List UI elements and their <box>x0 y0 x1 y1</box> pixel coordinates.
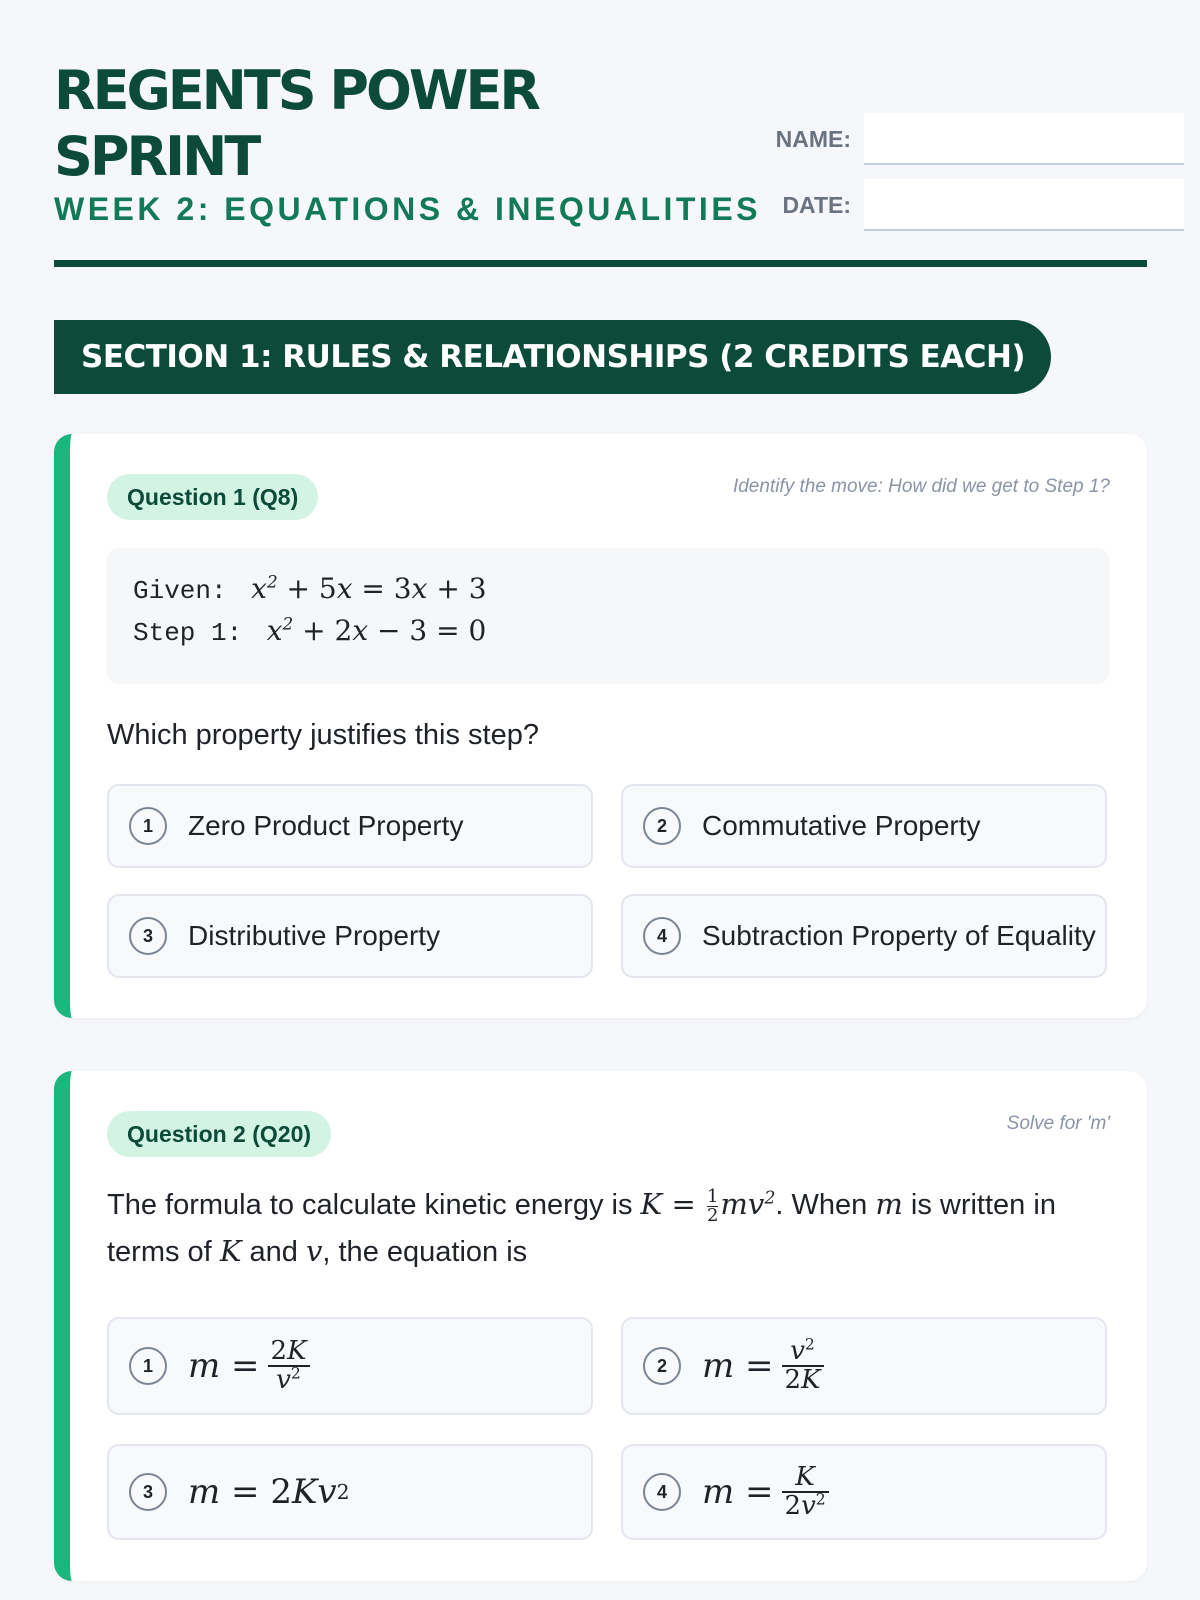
given-line <box>133 568 1109 610</box>
option-number: 1 <box>129 807 167 845</box>
question-2-option-4[interactable] <box>621 1444 1107 1540</box>
var-k: K <box>219 1234 242 1268</box>
question-2-prompt <box>107 1181 1107 1275</box>
section-title: SECTION 1: RULES & RELATIONSHIPS (2 CREDITS EACH) <box>54 320 1051 394</box>
option-text: Zero Product Property <box>188 810 464 841</box>
step-1-line <box>133 610 1109 652</box>
given-equation: $x^2 + 5x = 3x + 3$ <box>242 571 487 605</box>
question-1-option-1[interactable] <box>107 784 593 868</box>
option-number: 3 <box>129 1473 167 1511</box>
step-1-label: Step 1: <box>133 618 243 648</box>
name-input[interactable] <box>864 113 1184 165</box>
question-1-hint: Identify the move: How did we get to Step 1? <box>732 476 1110 497</box>
option-formula: m = $\frac{2K}{v^2}$ <box>188 1338 310 1395</box>
option-text: Distributive Property <box>188 920 441 951</box>
question-2-hint: Solve for 'm' <box>1006 1113 1110 1134</box>
given-label: Given: <box>133 576 227 606</box>
option-formula: m = $\frac{K}{2v^2}$ <box>702 1464 829 1521</box>
date-label: DATE: <box>782 191 851 218</box>
prompt-text: in terms of <box>107 1189 1056 1268</box>
kinetic-energy-formula: K = $\frac{1}{2}$ $mv^2$ <box>640 1185 776 1226</box>
option-number: 1 <box>129 1347 167 1385</box>
question-1-equations <box>107 548 1109 684</box>
step-1-equation: $x^2 + 2x - 3 = 0$ <box>257 613 487 647</box>
option-formula: m = 2 Kv 2 <box>188 1472 350 1512</box>
option-number: 2 <box>643 1347 681 1385</box>
option-number: 2 <box>643 807 681 845</box>
prompt-text: . When <box>775 1189 868 1221</box>
question-2-option-2[interactable] <box>621 1317 1107 1415</box>
header-divider <box>54 260 1147 267</box>
prompt-text: The formula to calculate kinetic energy is <box>107 1189 633 1221</box>
question-1-badge: Question 1 (Q8) <box>107 474 318 520</box>
question-2-card <box>54 1071 1147 1581</box>
option-number: 4 <box>643 1473 681 1511</box>
worksheet-subtitle: WEEK 2: EQUATIONS & INEQUALITIES <box>54 191 761 227</box>
worksheet-header <box>54 58 1147 268</box>
question-1-option-2[interactable] <box>621 784 1107 868</box>
question-1-option-4[interactable] <box>621 894 1107 978</box>
worksheet-title: REGENTS POWER SPRINT <box>54 59 538 188</box>
prompt-text: and <box>249 1236 298 1268</box>
var-v: v <box>306 1234 323 1268</box>
name-field-row <box>714 113 1184 165</box>
prompt-text: is written <box>910 1189 1026 1221</box>
option-number: 3 <box>129 917 167 955</box>
option-number: 4 <box>643 917 681 955</box>
option-text: Subtraction Property of Equality <box>702 920 1096 951</box>
date-field-row <box>714 179 1184 231</box>
question-1-prompt: Which property justifies this step? <box>107 719 539 751</box>
option-text: Commutative Property <box>702 810 981 841</box>
question-1-card <box>54 434 1147 1018</box>
name-label: NAME: <box>775 125 851 152</box>
prompt-text: , the equation is <box>322 1236 528 1268</box>
question-1-option-3[interactable] <box>107 894 593 978</box>
option-formula: m = $\frac{v^2}{2K}$ <box>702 1338 824 1395</box>
question-2-badge: Question 2 (Q20) <box>107 1111 331 1157</box>
var-m: m <box>875 1187 903 1221</box>
question-2-option-3[interactable] <box>107 1444 593 1540</box>
date-input[interactable] <box>864 179 1184 231</box>
question-2-option-1[interactable] <box>107 1317 593 1415</box>
